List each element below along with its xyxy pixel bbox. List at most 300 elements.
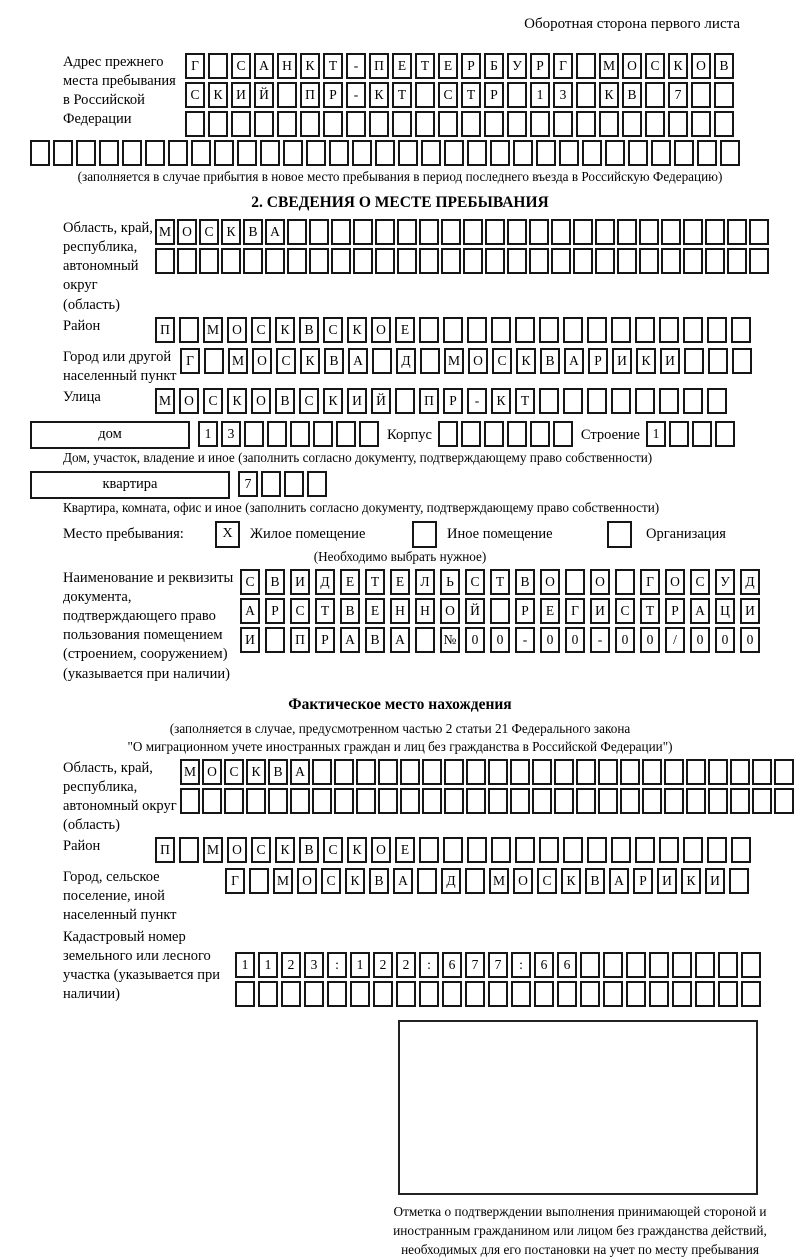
char-cell[interactable]: А (265, 219, 285, 245)
char-cell[interactable]: В (324, 348, 344, 374)
char-cell[interactable] (290, 421, 310, 447)
char-cell[interactable] (491, 837, 511, 863)
char-cell[interactable]: О (590, 569, 610, 595)
char-cell[interactable]: С (290, 598, 310, 624)
char-cell[interactable] (415, 82, 435, 108)
char-cell[interactable]: О (297, 868, 317, 894)
char-cell[interactable] (53, 140, 73, 166)
char-cell[interactable] (580, 952, 600, 978)
char-cell[interactable] (438, 111, 458, 137)
char-cell[interactable]: М (203, 837, 223, 863)
char-cell[interactable]: - (346, 82, 366, 108)
char-cell[interactable]: А (690, 598, 710, 624)
residential-checkbox[interactable]: X (215, 521, 240, 548)
char-cell[interactable]: В (622, 82, 642, 108)
char-cell[interactable]: К (323, 388, 343, 414)
char-cell[interactable] (461, 111, 481, 137)
char-cell[interactable] (375, 219, 395, 245)
char-cell[interactable] (490, 598, 510, 624)
char-cell[interactable] (659, 837, 679, 863)
char-cell[interactable] (752, 788, 772, 814)
char-cell[interactable]: О (665, 569, 685, 595)
char-cell[interactable]: - (515, 627, 535, 653)
char-cell[interactable] (277, 111, 297, 137)
char-cell[interactable]: М (599, 53, 619, 79)
char-cell[interactable] (356, 759, 376, 785)
char-cell[interactable] (599, 111, 619, 137)
char-cell[interactable] (563, 837, 583, 863)
char-cell[interactable] (237, 140, 257, 166)
char-cell[interactable]: С (185, 82, 205, 108)
char-cell[interactable] (749, 219, 769, 245)
char-cell[interactable] (224, 788, 244, 814)
char-cell[interactable]: И (231, 82, 251, 108)
char-cell[interactable] (639, 248, 659, 274)
char-cell[interactable]: А (348, 348, 368, 374)
char-cell[interactable]: 6 (557, 952, 577, 978)
char-cell[interactable]: О (371, 837, 391, 863)
char-cell[interactable]: 3 (553, 82, 573, 108)
char-cell[interactable]: К (491, 388, 511, 414)
char-cell[interactable] (421, 140, 441, 166)
char-cell[interactable] (573, 248, 593, 274)
char-cell[interactable] (559, 140, 579, 166)
char-cell[interactable]: С (299, 388, 319, 414)
char-cell[interactable] (283, 140, 303, 166)
char-cell[interactable] (729, 868, 749, 894)
char-cell[interactable]: С (465, 569, 485, 595)
char-cell[interactable]: С (240, 569, 260, 595)
char-cell[interactable]: О (177, 219, 197, 245)
char-cell[interactable]: 1 (646, 421, 666, 447)
other-premises-checkbox[interactable] (412, 521, 437, 548)
char-cell[interactable]: К (369, 82, 389, 108)
char-cell[interactable]: И (657, 868, 677, 894)
char-cell[interactable] (441, 219, 461, 245)
char-cell[interactable]: Р (588, 348, 608, 374)
char-cell[interactable] (249, 868, 269, 894)
char-cell[interactable] (708, 788, 728, 814)
char-cell[interactable]: Е (340, 569, 360, 595)
char-cell[interactable] (353, 248, 373, 274)
char-cell[interactable]: К (599, 82, 619, 108)
char-cell[interactable] (246, 788, 266, 814)
prev-address-row-3[interactable] (185, 111, 734, 137)
char-cell[interactable] (645, 82, 665, 108)
char-cell[interactable]: В (268, 759, 288, 785)
char-cell[interactable] (267, 421, 287, 447)
cadastral-row-1[interactable] (235, 952, 761, 978)
char-cell[interactable] (510, 759, 530, 785)
char-cell[interactable]: Т (490, 569, 510, 595)
char-cell[interactable] (683, 837, 703, 863)
char-cell[interactable] (179, 317, 199, 343)
char-cell[interactable]: Т (640, 598, 660, 624)
char-cell[interactable] (309, 219, 329, 245)
char-cell[interactable]: 0 (565, 627, 585, 653)
char-cell[interactable]: К (347, 317, 367, 343)
char-cell[interactable]: 6 (534, 952, 554, 978)
char-cell[interactable]: Р (515, 598, 535, 624)
char-cell[interactable] (419, 248, 439, 274)
char-cell[interactable] (507, 421, 527, 447)
char-cell[interactable] (551, 219, 571, 245)
char-cell[interactable] (513, 140, 533, 166)
char-cell[interactable]: Г (225, 868, 245, 894)
char-cell[interactable] (587, 837, 607, 863)
char-cell[interactable] (576, 788, 596, 814)
char-cell[interactable]: М (155, 219, 175, 245)
char-cell[interactable]: Е (392, 53, 412, 79)
char-cell[interactable] (661, 219, 681, 245)
char-cell[interactable]: К (668, 53, 688, 79)
char-cell[interactable]: Р (443, 388, 463, 414)
prev-address-row-2[interactable] (185, 82, 734, 108)
char-cell[interactable]: 3 (304, 952, 324, 978)
char-cell[interactable]: В (340, 598, 360, 624)
char-cell[interactable] (635, 388, 655, 414)
document-row-3[interactable] (240, 627, 760, 653)
char-cell[interactable]: / (665, 627, 685, 653)
char-cell[interactable] (422, 759, 442, 785)
char-cell[interactable] (661, 248, 681, 274)
char-cell[interactable]: Т (323, 53, 343, 79)
char-cell[interactable] (180, 788, 200, 814)
char-cell[interactable] (628, 140, 648, 166)
char-cell[interactable] (620, 788, 640, 814)
char-cell[interactable] (563, 388, 583, 414)
char-cell[interactable] (774, 759, 794, 785)
char-cell[interactable]: М (228, 348, 248, 374)
char-cell[interactable]: И (590, 598, 610, 624)
char-cell[interactable] (202, 788, 222, 814)
char-cell[interactable] (686, 788, 706, 814)
char-cell[interactable] (419, 837, 439, 863)
char-cell[interactable]: В (365, 627, 385, 653)
char-cell[interactable] (672, 952, 692, 978)
char-cell[interactable]: С (231, 53, 251, 79)
char-cell[interactable] (359, 421, 379, 447)
char-cell[interactable]: Г (565, 598, 585, 624)
char-cell[interactable]: С (199, 219, 219, 245)
char-cell[interactable]: О (202, 759, 222, 785)
char-cell[interactable]: М (444, 348, 464, 374)
char-cell[interactable] (199, 248, 219, 274)
char-cell[interactable]: О (691, 53, 711, 79)
char-cell[interactable]: 0 (740, 627, 760, 653)
char-cell[interactable]: Д (315, 569, 335, 595)
char-cell[interactable] (261, 471, 281, 497)
char-cell[interactable]: 2 (373, 952, 393, 978)
char-cell[interactable] (617, 219, 637, 245)
char-cell[interactable] (626, 952, 646, 978)
char-cell[interactable] (309, 248, 329, 274)
char-cell[interactable] (491, 317, 511, 343)
char-cell[interactable] (331, 248, 351, 274)
char-cell[interactable]: 6 (442, 952, 462, 978)
char-cell[interactable] (708, 759, 728, 785)
char-cell[interactable]: 1 (198, 421, 218, 447)
char-cell[interactable] (327, 981, 347, 1007)
char-cell[interactable] (730, 759, 750, 785)
char-cell[interactable] (268, 788, 288, 814)
char-cell[interactable] (168, 140, 188, 166)
char-cell[interactable]: С (321, 868, 341, 894)
char-cell[interactable]: 2 (396, 952, 416, 978)
char-cell[interactable] (715, 421, 735, 447)
char-cell[interactable]: О (468, 348, 488, 374)
char-cell[interactable]: № (440, 627, 460, 653)
char-cell[interactable] (331, 219, 351, 245)
char-cell[interactable] (576, 111, 596, 137)
char-cell[interactable]: Р (323, 82, 343, 108)
char-cell[interactable]: А (290, 759, 310, 785)
char-cell[interactable] (312, 788, 332, 814)
char-cell[interactable] (551, 248, 571, 274)
char-cell[interactable]: С (492, 348, 512, 374)
char-cell[interactable] (595, 219, 615, 245)
char-cell[interactable] (265, 627, 285, 653)
char-cell[interactable] (659, 317, 679, 343)
char-cell[interactable] (323, 111, 343, 137)
char-cell[interactable] (714, 111, 734, 137)
char-cell[interactable] (741, 952, 761, 978)
char-cell[interactable]: 0 (540, 627, 560, 653)
char-cell[interactable]: М (180, 759, 200, 785)
char-cell[interactable] (395, 388, 415, 414)
char-cell[interactable] (214, 140, 234, 166)
char-cell[interactable] (714, 82, 734, 108)
char-cell[interactable] (420, 348, 440, 374)
char-cell[interactable] (334, 788, 354, 814)
char-cell[interactable]: С (276, 348, 296, 374)
char-cell[interactable] (204, 348, 224, 374)
char-cell[interactable]: Й (465, 598, 485, 624)
char-cell[interactable]: К (208, 82, 228, 108)
char-cell[interactable]: О (440, 598, 460, 624)
char-cell[interactable]: 1 (530, 82, 550, 108)
char-cell[interactable] (417, 868, 437, 894)
char-cell[interactable] (467, 317, 487, 343)
char-cell[interactable] (532, 788, 552, 814)
char-cell[interactable]: : (511, 952, 531, 978)
char-cell[interactable] (281, 981, 301, 1007)
char-cell[interactable] (369, 111, 389, 137)
char-cell[interactable] (485, 248, 505, 274)
char-cell[interactable] (490, 140, 510, 166)
char-cell[interactable] (582, 140, 602, 166)
char-cell[interactable] (260, 140, 280, 166)
organization-checkbox[interactable] (607, 521, 632, 548)
char-cell[interactable] (484, 421, 504, 447)
char-cell[interactable] (398, 140, 418, 166)
char-cell[interactable] (467, 837, 487, 863)
char-cell[interactable]: О (251, 388, 271, 414)
char-cell[interactable] (664, 788, 684, 814)
char-cell[interactable] (306, 140, 326, 166)
char-cell[interactable] (415, 111, 435, 137)
char-cell[interactable] (635, 837, 655, 863)
char-cell[interactable] (191, 140, 211, 166)
prev-address-row-1[interactable] (185, 53, 734, 79)
char-cell[interactable] (463, 219, 483, 245)
char-cell[interactable] (443, 317, 463, 343)
char-cell[interactable] (485, 219, 505, 245)
char-cell[interactable] (336, 421, 356, 447)
char-cell[interactable]: Б (484, 53, 504, 79)
char-cell[interactable] (603, 981, 623, 1007)
char-cell[interactable]: 3 (221, 421, 241, 447)
char-cell[interactable] (683, 219, 703, 245)
char-cell[interactable]: К (345, 868, 365, 894)
char-cell[interactable] (731, 317, 751, 343)
char-cell[interactable] (76, 140, 96, 166)
char-cell[interactable]: В (540, 348, 560, 374)
char-cell[interactable]: Т (415, 53, 435, 79)
char-cell[interactable] (553, 111, 573, 137)
char-cell[interactable] (587, 388, 607, 414)
char-cell[interactable]: С (323, 317, 343, 343)
char-cell[interactable] (444, 140, 464, 166)
region-row-1[interactable] (155, 219, 769, 245)
char-cell[interactable]: Г (640, 569, 660, 595)
char-cell[interactable] (672, 981, 692, 1007)
char-cell[interactable]: В (585, 868, 605, 894)
char-cell[interactable]: К (300, 348, 320, 374)
char-cell[interactable] (378, 759, 398, 785)
char-cell[interactable]: И (290, 569, 310, 595)
district-row[interactable] (155, 317, 751, 343)
char-cell[interactable]: П (155, 317, 175, 343)
char-cell[interactable] (510, 788, 530, 814)
char-cell[interactable] (708, 348, 728, 374)
document-row-1[interactable] (240, 569, 760, 595)
char-cell[interactable] (443, 837, 463, 863)
char-cell[interactable]: 0 (615, 627, 635, 653)
char-cell[interactable] (642, 788, 662, 814)
char-cell[interactable] (707, 317, 727, 343)
char-cell[interactable]: С (323, 837, 343, 863)
actual-region-row-1[interactable] (180, 759, 794, 785)
char-cell[interactable] (718, 952, 738, 978)
char-cell[interactable]: Р (265, 598, 285, 624)
char-cell[interactable]: М (273, 868, 293, 894)
char-cell[interactable] (378, 788, 398, 814)
char-cell[interactable]: - (346, 53, 366, 79)
street-row[interactable] (155, 388, 727, 414)
char-cell[interactable] (532, 759, 552, 785)
char-cell[interactable] (752, 759, 772, 785)
char-cell[interactable] (563, 317, 583, 343)
char-cell[interactable]: С (615, 598, 635, 624)
char-cell[interactable]: А (393, 868, 413, 894)
char-cell[interactable] (576, 82, 596, 108)
char-cell[interactable] (707, 837, 727, 863)
char-cell[interactable]: Р (484, 82, 504, 108)
char-cell[interactable] (697, 140, 717, 166)
char-cell[interactable] (488, 981, 508, 1007)
char-cell[interactable] (507, 248, 527, 274)
char-cell[interactable]: С (251, 317, 271, 343)
char-cell[interactable]: Д (396, 348, 416, 374)
char-cell[interactable] (307, 471, 327, 497)
char-cell[interactable]: К (221, 219, 241, 245)
char-cell[interactable]: 0 (690, 627, 710, 653)
char-cell[interactable]: О (622, 53, 642, 79)
char-cell[interactable]: 1 (350, 952, 370, 978)
char-cell[interactable] (515, 317, 535, 343)
char-cell[interactable] (444, 759, 464, 785)
char-cell[interactable]: К (681, 868, 701, 894)
char-cell[interactable]: П (155, 837, 175, 863)
char-cell[interactable] (442, 981, 462, 1007)
char-cell[interactable] (539, 388, 559, 414)
char-cell[interactable]: Н (415, 598, 435, 624)
char-cell[interactable]: П (369, 53, 389, 79)
char-cell[interactable]: С (251, 837, 271, 863)
char-cell[interactable] (580, 981, 600, 1007)
char-cell[interactable] (419, 981, 439, 1007)
char-cell[interactable]: К (300, 53, 320, 79)
char-cell[interactable] (605, 140, 625, 166)
char-cell[interactable] (254, 111, 274, 137)
char-cell[interactable]: 7 (488, 952, 508, 978)
char-cell[interactable] (488, 788, 508, 814)
char-cell[interactable]: Е (395, 837, 415, 863)
char-cell[interactable] (576, 53, 596, 79)
char-cell[interactable]: 1 (235, 952, 255, 978)
city-row[interactable] (180, 348, 752, 374)
char-cell[interactable]: П (419, 388, 439, 414)
char-cell[interactable]: 0 (640, 627, 660, 653)
char-cell[interactable]: К (227, 388, 247, 414)
char-cell[interactable] (749, 248, 769, 274)
char-cell[interactable]: Ц (715, 598, 735, 624)
char-cell[interactable]: У (507, 53, 527, 79)
char-cell[interactable]: А (340, 627, 360, 653)
char-cell[interactable] (177, 248, 197, 274)
char-cell[interactable]: О (540, 569, 560, 595)
char-cell[interactable]: : (327, 952, 347, 978)
char-cell[interactable]: М (203, 317, 223, 343)
char-cell[interactable]: С (537, 868, 557, 894)
char-cell[interactable] (419, 219, 439, 245)
char-cell[interactable] (284, 471, 304, 497)
char-cell[interactable] (277, 82, 297, 108)
char-cell[interactable]: А (390, 627, 410, 653)
cadastral-row-2[interactable] (235, 981, 761, 1007)
char-cell[interactable] (691, 82, 711, 108)
char-cell[interactable] (488, 759, 508, 785)
char-cell[interactable] (565, 569, 585, 595)
char-cell[interactable] (741, 981, 761, 1007)
char-cell[interactable] (626, 981, 646, 1007)
char-cell[interactable] (373, 981, 393, 1007)
char-cell[interactable]: Т (365, 569, 385, 595)
char-cell[interactable] (507, 111, 527, 137)
char-cell[interactable]: Е (395, 317, 415, 343)
char-cell[interactable] (312, 759, 332, 785)
char-cell[interactable]: Е (365, 598, 385, 624)
char-cell[interactable] (705, 248, 725, 274)
char-cell[interactable] (727, 248, 747, 274)
char-cell[interactable]: В (275, 388, 295, 414)
actual-region-row-2[interactable] (180, 788, 794, 814)
char-cell[interactable]: В (265, 569, 285, 595)
char-cell[interactable]: Н (277, 53, 297, 79)
char-cell[interactable]: С (203, 388, 223, 414)
char-cell[interactable]: Г (185, 53, 205, 79)
